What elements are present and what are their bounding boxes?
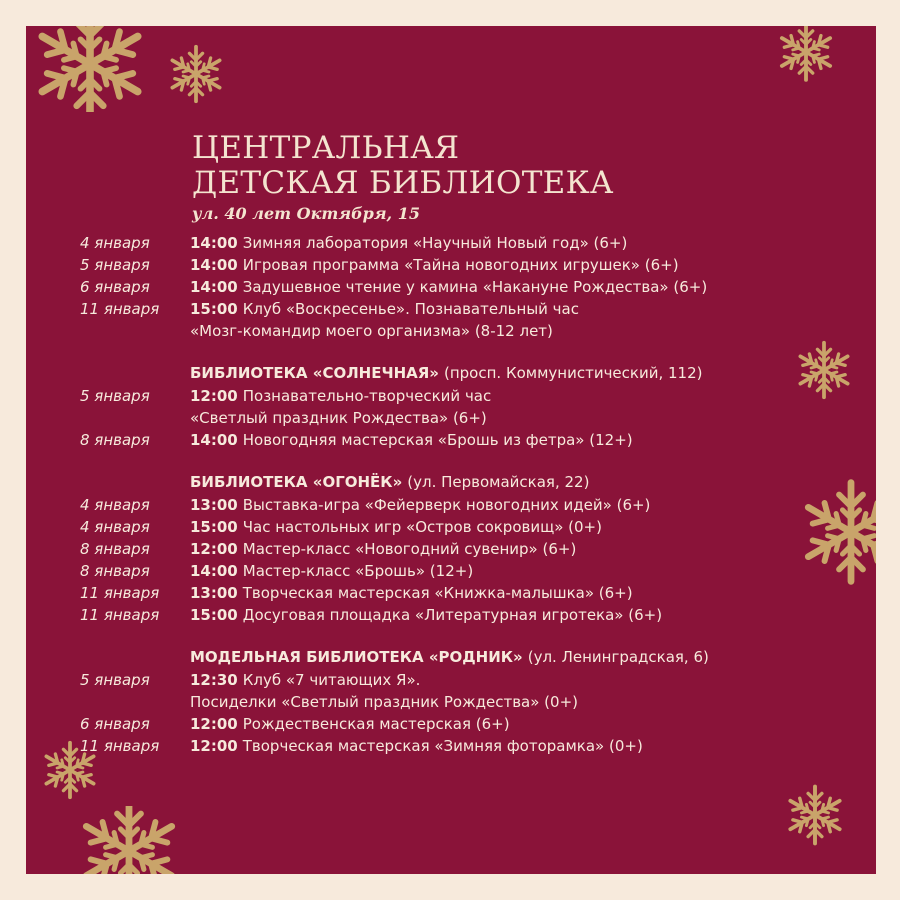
event-title: Новогодняя мастерская «Брошь из фетра» (12+)	[242, 431, 633, 449]
library-heading	[26, 646, 876, 669]
title-line-2: ДЕТСКАЯ БИБЛИОТЕКА	[192, 165, 614, 201]
event-time: 14:00	[190, 562, 238, 580]
event-date: 8 января	[80, 540, 150, 558]
snowflake-icon	[26, 26, 154, 112]
event-date: 8 января	[80, 562, 150, 580]
event-date: 11 января	[80, 737, 160, 755]
event-time: 12:00	[190, 540, 238, 558]
event-row	[26, 604, 876, 626]
event-row	[26, 735, 876, 757]
event-title: Рождественская мастерская (6+)	[242, 715, 510, 733]
event-time: 12:00	[190, 737, 238, 755]
event-time: 14:00	[190, 256, 238, 274]
event-row	[26, 516, 876, 538]
library-name: БИБЛИОТЕКА «СОЛНЕЧНАЯ»	[190, 364, 439, 382]
central-library-address: ул. 40 лет Октября, 15	[192, 204, 420, 223]
event-date: 5 января	[80, 387, 150, 405]
event-title: Мастер-класс «Новогодний сувенир» (6+)	[242, 540, 577, 558]
event-title: Творческая мастерская «Книжка-малышка» (6+)	[242, 584, 633, 602]
snowflake-icon	[164, 42, 228, 106]
schedule	[26, 232, 876, 757]
event-time: 12:00	[190, 387, 238, 405]
event-title: Задушевное чтение у камина «Накануне Рождества» (6+)	[242, 278, 708, 296]
event-row	[26, 298, 876, 320]
library-address: (ул. Ленинградская, 6)	[527, 648, 709, 666]
event-row	[26, 560, 876, 582]
event-row	[26, 494, 876, 516]
snowflake-icon	[782, 782, 848, 848]
event-title: Выставка-игра «Фейерверк новогодних идей» (6+)	[242, 496, 651, 514]
event-title: Зимняя лаборатория «Научный Новый год» (6+)	[242, 234, 628, 252]
event-title-continued: Посиделки «Светлый праздник Рождества» (0+)	[190, 693, 578, 711]
event-date: 11 января	[80, 300, 160, 318]
event-row	[26, 276, 876, 298]
poster-panel	[26, 26, 876, 874]
event-row	[26, 538, 876, 560]
event-date: 11 января	[80, 584, 160, 602]
event-row	[26, 582, 876, 604]
event-date: 6 января	[80, 715, 150, 733]
event-row-continuation	[26, 320, 876, 342]
snowflake-icon	[774, 26, 838, 84]
event-time: 12:00	[190, 715, 238, 733]
event-time: 15:00	[190, 300, 238, 318]
library-name: БИБЛИОТЕКА «ОГОНЁК»	[190, 473, 403, 491]
event-row	[26, 713, 876, 735]
event-date: 5 января	[80, 256, 150, 274]
event-title-continued: «Светлый праздник Рождества» (6+)	[190, 409, 487, 427]
event-title: Досуговая площадка «Литературная игротека» (6+)	[242, 606, 663, 624]
event-date: 4 января	[80, 496, 150, 514]
event-title: Познавательно-творческий час	[242, 387, 492, 405]
event-date: 6 января	[80, 278, 150, 296]
event-title-continued: «Мозг-командир моего организма» (8-12 лет)	[190, 322, 553, 340]
event-row	[26, 232, 876, 254]
event-time: 14:00	[190, 234, 238, 252]
event-date: 4 января	[80, 518, 150, 536]
event-row	[26, 254, 876, 276]
page-title	[192, 131, 614, 201]
event-time: 14:00	[190, 431, 238, 449]
library-heading	[26, 471, 876, 494]
library-heading	[26, 362, 876, 385]
library-name: МОДЕЛЬНАЯ БИБЛИОТЕКА «РОДНИК»	[190, 648, 523, 666]
snowflake-icon	[74, 806, 184, 874]
event-time: 13:00	[190, 584, 238, 602]
event-row	[26, 429, 876, 451]
event-title: Творческая мастерская «Зимняя фоторамка» (0+)	[242, 737, 643, 755]
event-row-continuation	[26, 691, 876, 713]
library-address: (просп. Коммунистический, 112)	[444, 364, 703, 382]
event-date: 4 января	[80, 234, 150, 252]
event-row-continuation	[26, 407, 876, 429]
event-title: Клуб «7 читающих Я».	[242, 671, 421, 689]
title-line-1: ЦЕНТРАЛЬНАЯ	[192, 130, 460, 166]
event-date: 5 января	[80, 671, 150, 689]
event-title: Час настольных игр «Остров сокровищ» (0+)	[242, 518, 602, 536]
event-title: Мастер-класс «Брошь» (12+)	[242, 562, 474, 580]
event-row	[26, 385, 876, 407]
event-row	[26, 669, 876, 691]
event-title: Игровая программа «Тайна новогодних игрушек» (6+)	[242, 256, 679, 274]
event-time: 13:00	[190, 496, 238, 514]
event-time: 14:00	[190, 278, 238, 296]
library-address: (ул. Первомайская, 22)	[407, 473, 590, 491]
event-date: 11 января	[80, 606, 160, 624]
event-time: 15:00	[190, 606, 238, 624]
event-title: Клуб «Воскресенье». Познавательный час	[242, 300, 579, 318]
event-time: 15:00	[190, 518, 238, 536]
event-time: 12:30	[190, 671, 238, 689]
event-date: 8 января	[80, 431, 150, 449]
